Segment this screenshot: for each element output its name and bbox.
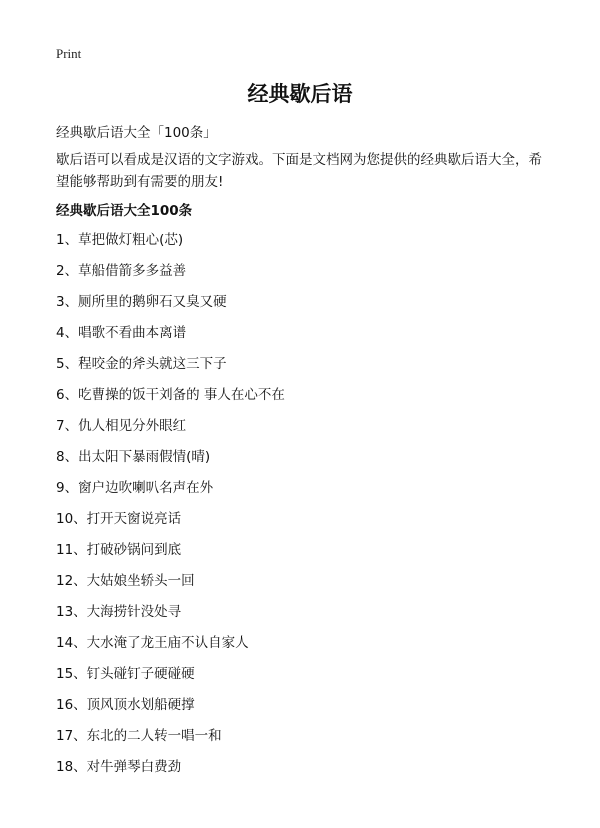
- list-item: 8、出太阳下暴雨假情(晴): [56, 449, 211, 465]
- print-link[interactable]: Print: [56, 46, 82, 61]
- list-item: 13、大海捞针没处寻: [56, 604, 182, 620]
- list-item: 16、顶风顶水划船硬撑: [56, 697, 195, 713]
- list-item: 3、厕所里的鹅卵石又臭又硬: [56, 294, 227, 310]
- list-item: 12、大姑娘坐轿头一回: [56, 573, 195, 589]
- list-item: 2、草船借箭多多益善: [56, 263, 187, 279]
- intro-paragraph: 歇后语可以看成是汉语的文字游戏。下面是文档网为您提供的经典歇后语大全，希望能够帮助到有需要的朋友!: [56, 152, 542, 190]
- document-title: 经典歇后语: [247, 82, 353, 106]
- list-item: 17、东北的二人转一唱一和: [56, 728, 222, 744]
- list-item: 18、对牛弹琴白费劲: [56, 759, 182, 775]
- list-item: 7、仇人相见分外眼红: [56, 418, 187, 434]
- list-item: 14、大水淹了龙王庙不认自家人: [56, 635, 249, 651]
- list-item: 15、钉头碰钉子硬碰硬: [56, 666, 195, 682]
- list-item: 9、窗户边吹喇叭名声在外: [56, 480, 214, 496]
- list-item: 11、打破砂锅问到底: [56, 542, 182, 558]
- list-item: 4、唱歌不看曲本离谱: [56, 325, 187, 341]
- section-heading: 经典歇后语大全100条: [56, 203, 193, 219]
- list-item: 6、吃曹操的饭干刘备的 事人在心不在: [56, 387, 285, 403]
- document-subtitle: 经典歇后语大全「100条」: [56, 125, 217, 141]
- list-item: 10、打开天窗说亮话: [56, 511, 182, 527]
- list-item: 1、草把做灯粗心(芯): [56, 232, 184, 248]
- proverb-list: [56, 230, 556, 788]
- list-item: 5、程咬金的斧头就这三下子: [56, 356, 227, 372]
